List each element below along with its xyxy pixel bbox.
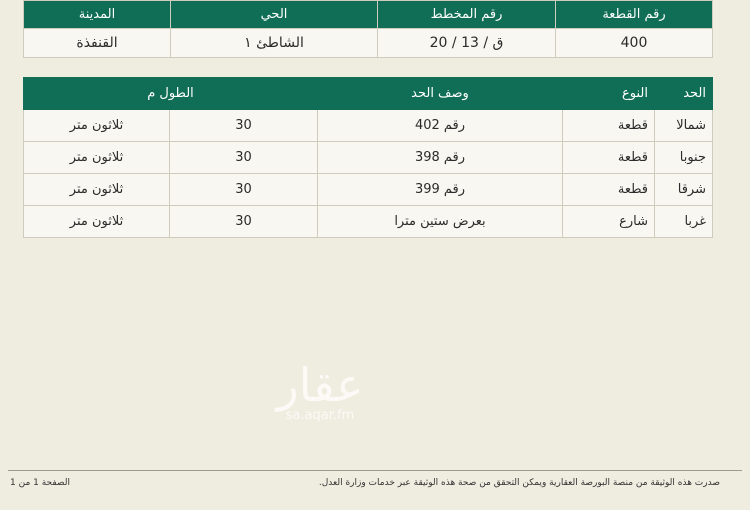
type-header: النوع	[563, 78, 655, 110]
city-value: القنفذة	[24, 29, 171, 58]
length-number-cell: 30	[170, 110, 318, 142]
city-header: المدينة	[24, 1, 171, 29]
side-cell: جنوبا	[655, 142, 713, 174]
table-row	[24, 174, 713, 206]
description-cell: بعرض ستين مترا	[318, 206, 563, 238]
side-cell: شرقا	[655, 174, 713, 206]
watermark-logo: عقار	[276, 358, 364, 412]
district-header: الحي	[171, 1, 378, 29]
table-row	[24, 142, 713, 174]
side-header: الحد	[655, 78, 713, 110]
table-row	[24, 206, 713, 238]
footer-note: صدرت هذه الوثيقة من منصة البورصة العقارية ويمكن التحقق من صحة هذه الوثيقة عبر خدمات وزارة العدل.	[318, 478, 720, 488]
district-value: الشاطئ ١	[171, 29, 378, 58]
type-cell: قطعة	[563, 110, 655, 142]
aqar-watermark	[255, 360, 385, 423]
type-cell: قطعة	[563, 174, 655, 206]
parcel-header-row	[24, 1, 713, 29]
plan-number-value: ق / 13 / 20	[378, 29, 556, 58]
length-text-cell: ثلاثون متر	[24, 142, 170, 174]
side-cell: غربا	[655, 206, 713, 238]
parcel-number-header: رقم القطعة	[556, 1, 713, 29]
boundaries-table	[23, 77, 713, 238]
parcel-number-value: 400	[556, 29, 713, 58]
boundaries-header-row	[24, 78, 713, 110]
parcel-info-table	[23, 0, 713, 58]
side-cell: شمالا	[655, 110, 713, 142]
parcel-value-row	[24, 29, 713, 58]
length-text-cell: ثلاثون متر	[24, 174, 170, 206]
page-number: الصفحة 1 من 1	[10, 478, 70, 488]
length-text-cell: ثلاثون متر	[24, 110, 170, 142]
length-number-cell: 30	[170, 174, 318, 206]
plan-number-header: رقم المخطط	[378, 1, 556, 29]
length-text-cell: ثلاثون متر	[24, 206, 170, 238]
description-cell: رقم 399	[318, 174, 563, 206]
watermark-url: sa.aqar.fm	[285, 408, 355, 423]
table-row	[24, 110, 713, 142]
length-number-cell: 30	[170, 206, 318, 238]
description-header: وصف الحد	[318, 78, 563, 110]
type-cell: شارع	[563, 206, 655, 238]
length-header: الطول م	[24, 78, 318, 110]
footer-divider	[8, 470, 742, 471]
length-number-cell: 30	[170, 142, 318, 174]
type-cell: قطعة	[563, 142, 655, 174]
description-cell: رقم 402	[318, 110, 563, 142]
description-cell: رقم 398	[318, 142, 563, 174]
